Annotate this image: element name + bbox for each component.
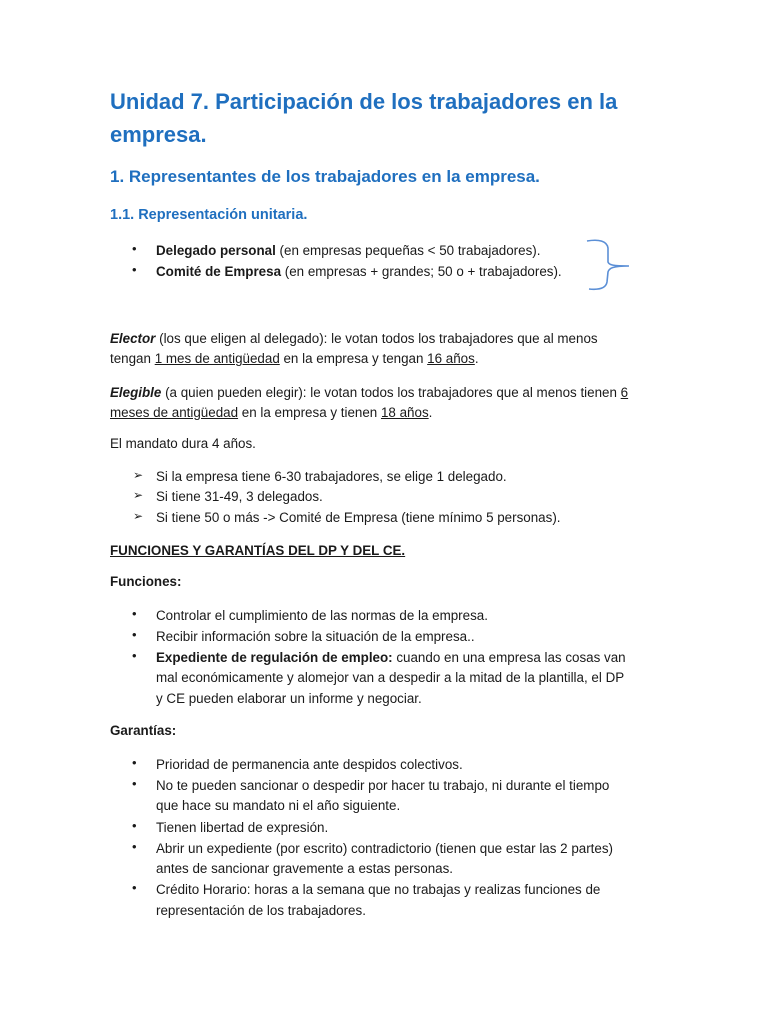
underlined-text: 16 años	[427, 351, 475, 366]
bullet-dot: •	[132, 755, 137, 770]
elector-line1	[110, 329, 598, 349]
list-item: Si tiene 31-49, 3 delegados.	[156, 489, 323, 504]
bullet-dot: •	[132, 818, 137, 833]
text-span: tengan	[110, 351, 155, 366]
list-item: Abrir un expediente (por escrito) contradictorio (tienen que estar las 2 partes)	[156, 841, 614, 856]
elector-text: (los que eligen al delegado): le votan todos los trabajadores que al menos	[155, 331, 598, 346]
elector-line2	[110, 349, 479, 369]
list-item: Si tiene 50 o más -> Comité de Empresa (tiene mínimo 5 personas).	[156, 510, 561, 525]
underlined-text: 1 mes de antigüedad	[154, 351, 280, 366]
item-text: (en empresas pequeñas < 50 trabajadores).	[275, 243, 541, 258]
list-item	[156, 262, 562, 282]
bullet-dot: •	[132, 839, 137, 854]
list-item-continuation: mal económicamente y alomejor van a despedir a la mitad de la plantilla, el DP	[156, 670, 625, 685]
underlined-text: 6	[620, 385, 629, 400]
list-item-continuation: y CE pueden elaborar un informe y negociar.	[156, 691, 422, 706]
list-item: Si la empresa tiene 6-30 trabajadores, se elige 1 delegado.	[156, 469, 507, 484]
text-span: en la empresa y tienen	[238, 405, 381, 420]
section-heading-1-1: 1.1. Representación unitaria.	[110, 207, 308, 223]
list-item	[156, 241, 540, 261]
list-item	[156, 648, 626, 668]
arrow-bullet-icon: ➢	[133, 509, 144, 523]
underlined-text: 18 años	[380, 405, 429, 420]
list-item: Controlar el cumplimiento de las normas de la empresa.	[156, 608, 488, 623]
list-item: No te pueden sancionar o despedir por hacer tu trabajo, ni durante el tiempo	[156, 778, 610, 793]
elector-term: Elector	[110, 331, 156, 346]
handwritten-brace	[585, 238, 633, 292]
item-bold: Delegado personal	[156, 243, 276, 258]
list-item-continuation: antes de sancionar gravemente a estas personas.	[156, 861, 454, 876]
mandato-text: El mandato dura 4 años.	[110, 436, 256, 451]
funciones-header: FUNCIONES Y GARANTÍAS DEL DP Y DEL CE.	[110, 543, 406, 558]
bullet-dot: •	[132, 262, 137, 277]
text-span: .	[474, 351, 479, 366]
item-text: (en empresas + grandes; 50 o + trabajadores).	[281, 264, 562, 279]
item-bold: Comité de Empresa	[156, 264, 282, 279]
underlined-text: meses de antigüedad	[110, 405, 239, 420]
elegible-line1	[110, 383, 628, 403]
bullet-dot: •	[132, 776, 137, 791]
list-item-continuation: representación de los trabajadores.	[156, 903, 366, 918]
elegible-line2	[110, 403, 432, 423]
bullet-dot: •	[132, 606, 137, 621]
item-text: cuando en una empresa las cosas van	[392, 650, 626, 665]
item-bold: Expediente de regulación de empleo:	[156, 650, 393, 665]
garantias-label: Garantías:	[110, 723, 177, 738]
bullet-dot: •	[132, 241, 137, 256]
page-title-line2: empresa.	[110, 122, 207, 147]
arrow-bullet-icon: ➢	[133, 488, 144, 502]
section-heading-1: 1. Representantes de los trabajadores en la empresa.	[110, 167, 540, 186]
arrow-bullet-icon: ➢	[133, 468, 144, 482]
text-span: .	[428, 405, 433, 420]
funciones-label: Funciones:	[110, 574, 182, 589]
list-item: Tienen libertad de expresión.	[156, 820, 329, 835]
list-item: Recibir información sobre la situación de la empresa..	[156, 629, 475, 644]
text-span: en la empresa y tengan	[279, 351, 428, 366]
list-item: Crédito Horario: horas a la semana que no trabajas y realizas funciones de	[156, 882, 601, 897]
bullet-dot: •	[132, 648, 137, 663]
elegible-text: (a quien pueden elegir): le votan todos los trabajadores que al menos tienen	[161, 385, 621, 400]
bullet-dot: •	[132, 627, 137, 642]
page-title-line1: Unidad 7. Participación de los trabajadores en la	[110, 89, 618, 114]
list-item: Prioridad de permanencia ante despidos colectivos.	[156, 757, 463, 772]
bullet-dot: •	[132, 880, 137, 895]
list-item-continuation: que hace su mandato ni el año siguiente.	[156, 798, 401, 813]
elegible-term: Elegible	[110, 385, 162, 400]
